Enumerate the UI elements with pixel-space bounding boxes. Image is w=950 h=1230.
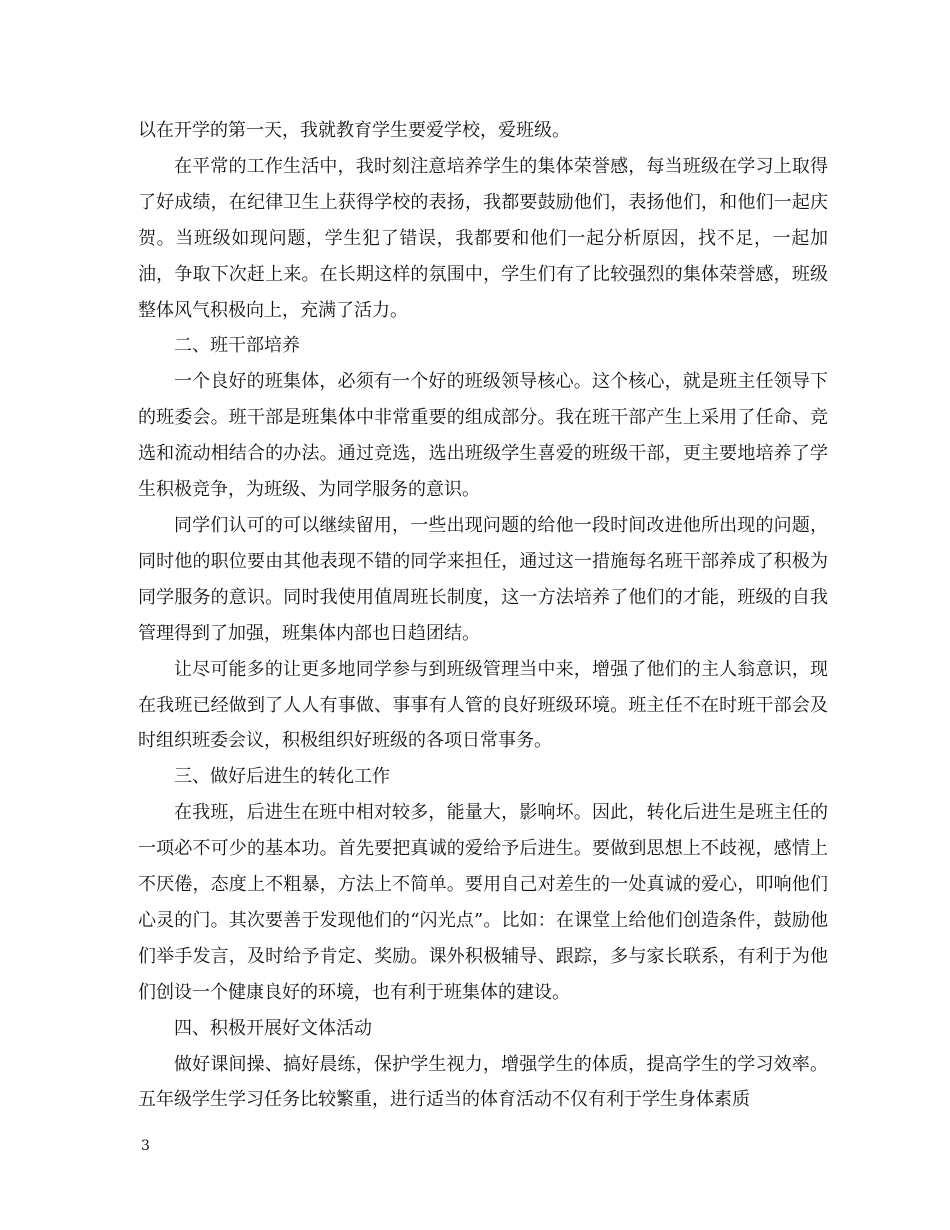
paragraph-underachiever-transformation: 在我班，后进生在班中相对较多，能量大，影响坏。因此，转化后进生是班主任的一项必不可少的基本功。首先要把真诚的爱给予后进生。要做到思想上不歧视，感情上不厌倦，态度上不粗暴，方法上不简单。要用自己对差生的一处真诚的爱心，叩响他们心灵的门。其次要善于发现他们的“闪光点”。比如：在课堂上给他们创造条件，鼓励他们举手发言，及时给予肯定、奖励。课外积极辅导、跟踪，多与家长联系，有利于为他们创设一个健康良好的环境，也有利于班集体的建设。 [138, 802, 828, 1003]
section-heading-class-cadre: 二、班干部培养 [174, 335, 300, 357]
page-number: 3 [141, 1138, 150, 1154]
section-heading-underachievers: 三、做好后进生的转化工作 [174, 766, 390, 788]
paragraph-cadre-rotation: 同学们认可的可以继续留用，一些出现问题的给他一段时间改进他所出现的问题，同时他的职位要由其他表现不错的同学来担任，通过这一措施每名班干部养成了积极为同学服务的意识。同时我使用值周班长制度，这一方法培养了他们的才能，班级的自我管理得到了加强，班集体内部也日趋团结。 [138, 514, 828, 644]
section-heading-sports-activities: 四、积极开展好文体活动 [174, 1017, 372, 1039]
paragraph-exercise: 做好课间操、搞好晨练，保护学生视力，增强学生的体质，提高学生的学习效率。五年级学生学习任务比较繁重，进行适当的体育活动不仅有利于学生身体素质 [138, 1053, 828, 1111]
paragraph-student-participation: 让尽可能多的让更多地同学参与到班级管理当中来，增强了他们的主人翁意识，现在我班已经做到了人人有事做、事事有人管的良好班级环境。班主任不在时班干部会及时组织班委会议，积极组织好班级的各项日常事务。 [138, 658, 828, 752]
paragraph-class-committee: 一个良好的班集体，必须有一个好的班级领导核心。这个核心，就是班主任领导下的班委会。班干部是班集体中非常重要的组成部分。我在班干部产生上采用了任命、竞选和流动相结合的办法。通过竞选，选出班级学生喜爱的班级干部，更主要地培养了学生积极竞争，为班级、为同学服务的意识。 [138, 371, 828, 501]
paragraph-class-honor: 在平常的工作生活中，我时刻注意培养学生的集体荣誉感，每当班级在学习上取得了好成绩，在纪律卫生上获得学校的表扬，我都要鼓励他们，表扬他们，和他们一起庆贺。当班级如现问题，学生犯了错误，我都要和他们一起分析原因，找不足，一起加油，争取下次赶上来。在长期这样的氛围中，学生们有了比较强烈的集体荣誉感，班级整体风气积极向上，充满了活力。 [138, 155, 828, 321]
document-body [138, 113, 828, 1118]
paragraph-continuation: 以在开学的第一天，我就教育学生要爱学校，爱班级。 [138, 120, 570, 141]
